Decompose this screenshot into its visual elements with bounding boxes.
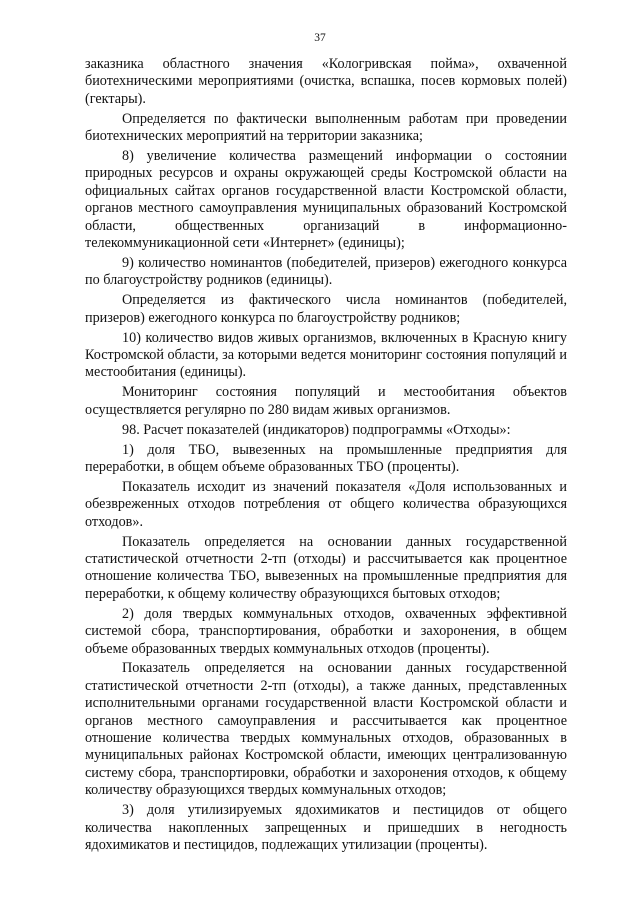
paragraph-item-10: 10) количество видов живых организмов, включенных в Красную книгу Костромской области, за которыми ведется мониторинг состояния популяций и местообитания (единицы). <box>85 329 567 381</box>
paragraph-item-1: 1) доля ТБО, вывезенных на промышленные предприятия для переработки, в общем объеме образованных ТБО (проценты). <box>85 441 567 475</box>
paragraph: Определяется из фактического числа номинантов (победителей, призеров) ежегодного конкурса по благоустройству родников; <box>85 292 567 326</box>
paragraph-item-3: 3) доля утилизируемых ядохимикатов и пестицидов от общего количества накопленных запрещенных и пришедших в негодность ядохимикатов и пестицидов, подлежащих утилизации (проценты). <box>85 802 567 853</box>
document-body <box>85 56 567 857</box>
paragraph: Показатель определяется на основании данных государственной статистической отчетности 2-тп (отходы) и рассчитывается как процентное отношение количества ТБО, вывезенных на промышленные предприятия для переработки, к общему количеству образующихся бытовых отходов; <box>85 533 567 602</box>
paragraph-continuation: заказника областного значения «Кологривская пойма», охваченной биотехническими мероприятиями (очистка, вспашка, посев кормовых полей) (гектары). <box>85 56 567 107</box>
paragraph-item-2: 2) доля твердых коммунальных отходов, охваченных эффективной системой сбора, транспортирования, обработки и захоронения, в общем объеме образованных твердых коммунальных отходов (проценты). <box>85 605 567 657</box>
paragraph: Показатель определяется на основании данных государственной статистической отчетности 2-тп (отходы), а также данных, представленных исполнительными органами государственной власти Костромской области и органов местного самоуправления и рассчитывается как процентное отношение количества твердых коммунальных отходов, образованных в муниципальных районах Костромской области, имеющих централизованную систему сбора, транспортировки, обработки и захоронения отходов, к общему количеству образующихся твердых коммунальных отходов; <box>85 660 567 799</box>
paragraph: Показатель исходит из значений показателя «Доля использованных и обезвреженных отходов потребления от общего количества образующихся отходов». <box>85 478 567 530</box>
paragraph-item-9: 9) количество номинантов (победителей, призеров) ежегодного конкурса по благоустройству родников (единицы). <box>85 254 567 289</box>
page-number: 37 <box>314 32 326 44</box>
section-heading-98: 98. Расчет показателей (индикаторов) подпрограммы «Отходы»: <box>122 421 511 438</box>
paragraph: Мониторинг состояния популяций и местообитания объектов осуществляется регулярно по 280 видам живых организмов. <box>85 384 567 418</box>
paragraph-item-8: 8) увеличение количества размещений информации о состоянии природных ресурсов и охраны окружающей среды Костромской области на официальных сайтах органов государственной власти Костромской области, органов местного самоуправления муниципальных образований Костромской области, общественных организаций в информационно-телекоммуникационной сети «Интернет» (единицы); <box>85 148 567 252</box>
paragraph: Определяется по фактически выполненным работам при проведении биотехнических мероприятий на территории заказника; <box>85 110 567 145</box>
